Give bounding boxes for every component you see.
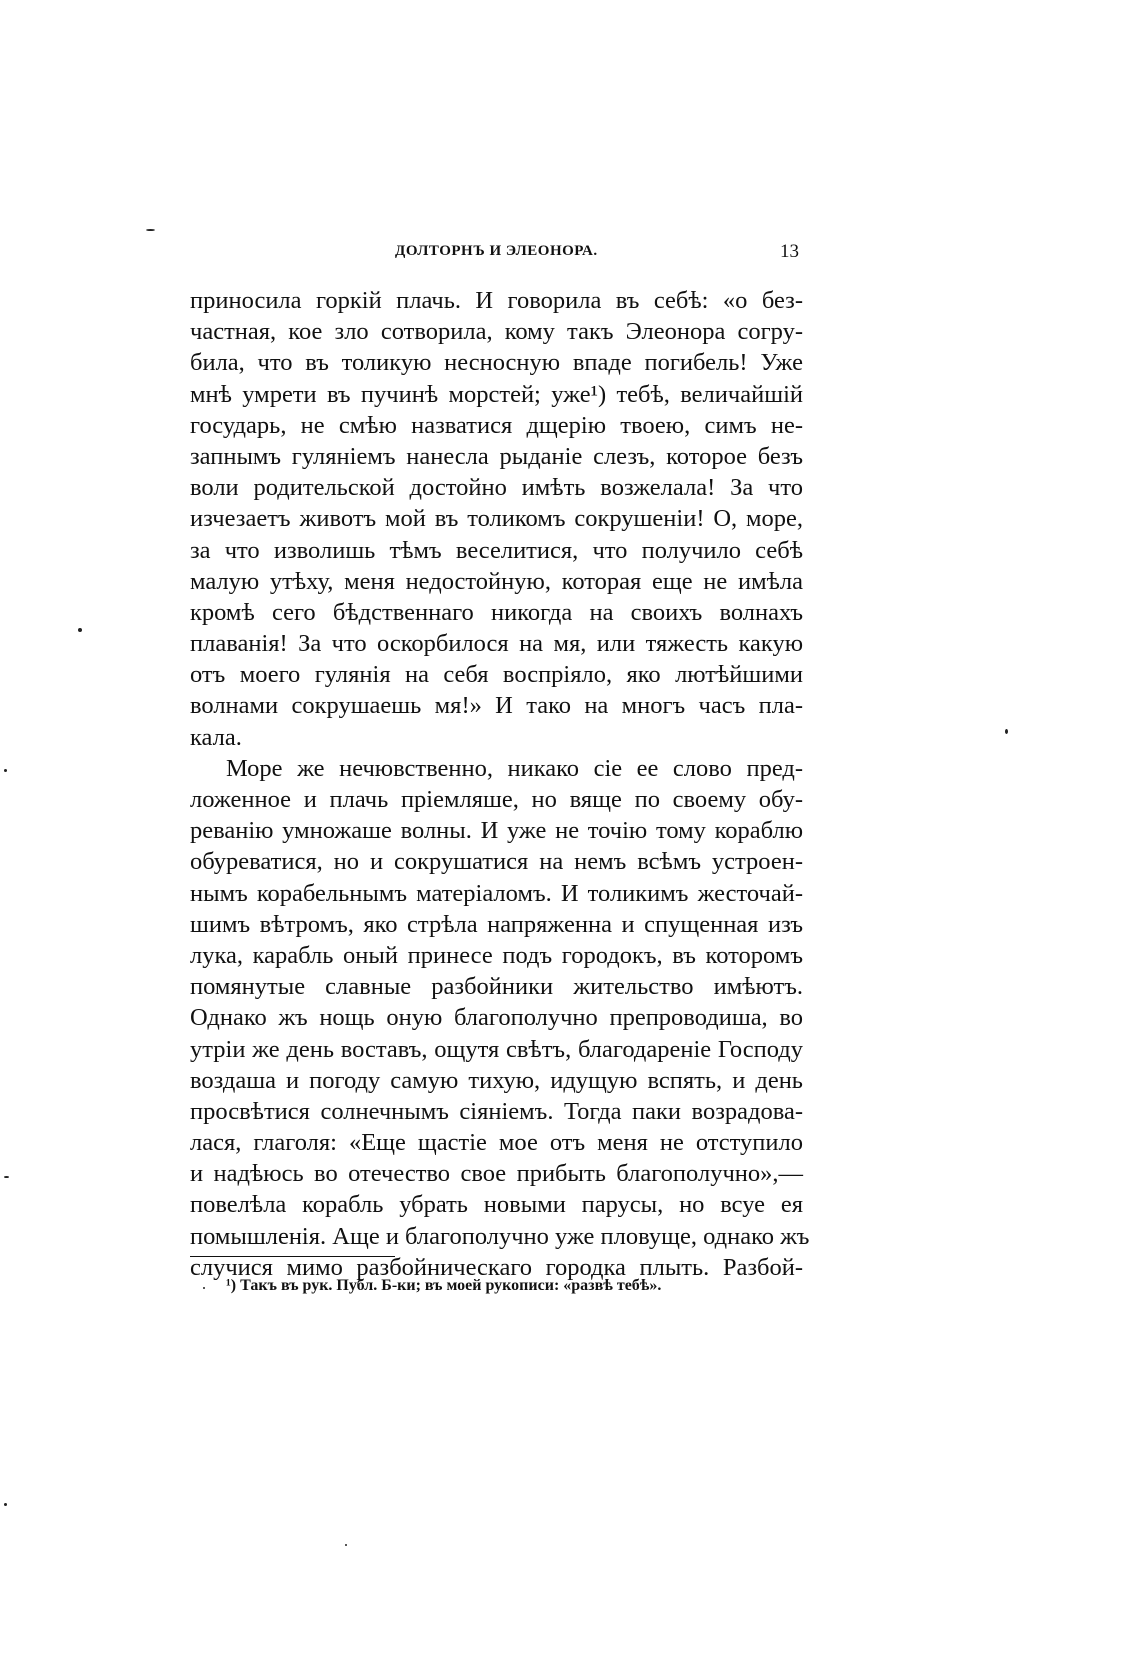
text-line: просвѣтися солнечнымъ сіяніемъ. Тогда паки возрадова- <box>190 1097 803 1125</box>
text-line: лася, глаголя: «Еще щастіе мое отъ меня не отступило <box>190 1129 803 1157</box>
text-line: волнами сокрушаешь мя!» И тако на многъ часъ пла- <box>190 692 803 720</box>
text-line: случися мимо разбойническаго городка плыть. Разбой- <box>190 1253 803 1281</box>
body-text <box>190 285 810 1283</box>
text-line: шимъ вѣтромъ, яко стрѣла напряженна и спущенная изъ <box>190 910 803 938</box>
text-line: частная, кое зло сотворила, кому такъ Элеонора согру- <box>190 318 803 346</box>
text-line: нымъ корабельнымъ матеріаломъ. И толикимъ жесточай- <box>190 879 803 907</box>
text-line: кромѣ сего бѣдственнаго никогда на своихъ волнахъ <box>190 598 803 626</box>
text-line: плаванія! За что оскорбилося на мя, или тяжесть какую <box>190 630 803 658</box>
text-line: повелѣла корабль убрать новыми парусы, но всуе ея <box>190 1191 803 1219</box>
paragraph-2 <box>190 753 810 1283</box>
page-number: 13 <box>780 241 799 262</box>
text-line: Море же нечювственно, никако сіе ее слово пред- <box>226 754 803 782</box>
footnote: ¹) Такъ въ рук. Публ. Б-ки; въ моей рукописи: «развѣ тебѣ». <box>226 1277 662 1294</box>
scan-speck <box>1005 729 1008 734</box>
text-line: изчезаетъ животъ мой въ толикомъ сокрушеніи! О, море, <box>190 505 803 533</box>
text-line: запнымъ гуляніемъ нанесла рыданіе слезъ, которое безъ <box>190 442 803 470</box>
text-line: и надѣюсь во отечество свое прибыть благополучно»,— <box>190 1160 803 1188</box>
text-line: обуреватися, но и сокрушатися на немъ всѣмъ устроен- <box>190 848 803 876</box>
running-title: ДОЛТОРНЪ И ЭЛЕОНОРА. <box>395 243 598 259</box>
text-line: воздаша и погоду самую тихую, идущую вспять, и день <box>190 1066 803 1094</box>
footnote-rule <box>190 1256 395 1257</box>
text-line: за что изволишь тѣмъ веселитися, что получило себѣ <box>190 536 803 564</box>
paragraph-1 <box>190 285 803 753</box>
scan-speck <box>4 769 7 772</box>
text-line: ложенное и плачь пріемляше, но вяще по своему обу- <box>190 786 803 813</box>
text-line: помышленія. Аще и благополучно уже пловуще, однако жъ <box>190 1222 810 1250</box>
text-line: била, что въ толикую несносную впаде погибель! Уже <box>190 349 803 377</box>
text-line: утріи же день воставъ, ощутя свѣтъ, благодареніе Господу <box>190 1035 803 1063</box>
text-line: мнѣ умрети въ пучинѣ морстей; уже¹) тебѣ, величайшій <box>190 380 803 408</box>
text-line: отъ моего гулянія на себя воспріяло, яко лютѣйшими <box>190 661 803 689</box>
text-line: Однако жъ нощь оную благополучно препроводиша, во <box>190 1004 803 1032</box>
scan-speck <box>78 628 82 632</box>
text-line: реванію умножаше волны. И уже не точію тому кораблю <box>190 817 803 845</box>
text-line: лука, карабль оный принесе подъ городокъ, въ которомъ <box>190 941 803 969</box>
text-line: кала. <box>190 723 242 751</box>
scan-speck <box>345 1544 347 1546</box>
scan-speck <box>146 229 155 231</box>
text-line: государь, не смѣю назватися дщерію твоею, симъ не- <box>190 411 803 439</box>
text-line: помянутые славные разбойники жительство имѣютъ. <box>190 973 803 1001</box>
text-line: приносила горкій плачь. И говорила въ себѣ: «о без- <box>190 287 803 314</box>
scan-speck <box>4 1503 7 1506</box>
scan-speck <box>203 1287 205 1289</box>
scan-speck <box>4 1176 9 1178</box>
text-line: малую утѣху, меня недостойную, которая еще не имѣла <box>190 567 803 595</box>
text-line: воли родительской достойно имѣть возжелала! За что <box>190 474 803 502</box>
